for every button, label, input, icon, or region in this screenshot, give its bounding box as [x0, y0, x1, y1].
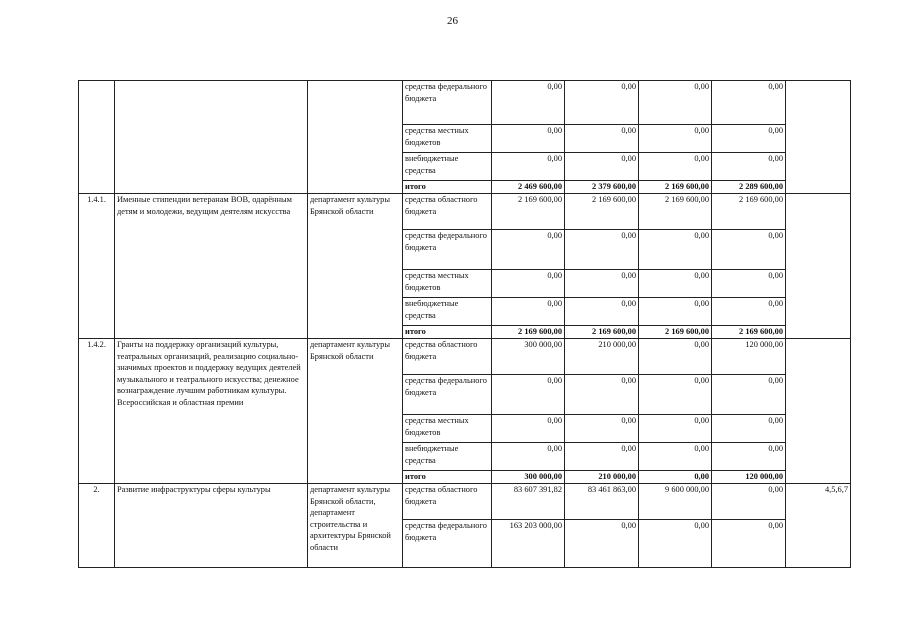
- name-cell: Гранты на поддержку организаций культуры, театральных организаций, реализацию социально-значимых проектов и поддержку ведущих деятелей музыкального и театрального искусства; денежное вознаграждение лучшим работникам культуры. Всероссийская и областная премии: [115, 339, 308, 484]
- source-cell: итого: [403, 471, 492, 484]
- value-cell: 120 000,00: [712, 471, 786, 484]
- value-cell: 0,00: [565, 125, 639, 153]
- page-number: 26: [447, 15, 458, 27]
- source-cell: итого: [403, 181, 492, 194]
- value-cell: 0,00: [492, 125, 565, 153]
- value-cell: 0,00: [492, 81, 565, 125]
- value-cell: 2 469 600,00: [492, 181, 565, 194]
- value-cell: 0,00: [712, 298, 786, 326]
- name-cell: Развитие инфраструктуры сферы культуры: [115, 484, 308, 568]
- value-cell: 120 000,00: [712, 339, 786, 375]
- value-cell: 0,00: [565, 375, 639, 415]
- source-cell: средства областного бюджета: [403, 194, 492, 230]
- table-row: [79, 339, 851, 375]
- indicator-cell: 4,5,6,7: [786, 484, 851, 568]
- value-cell: 0,00: [492, 415, 565, 443]
- value-cell: 0,00: [492, 298, 565, 326]
- value-cell: 2 169 600,00: [492, 194, 565, 230]
- value-cell: 0,00: [492, 375, 565, 415]
- value-cell: 9 600 000,00: [639, 484, 712, 520]
- value-cell: 0,00: [565, 230, 639, 270]
- value-cell: 2 169 600,00: [712, 194, 786, 230]
- source-cell: внебюджетные средства: [403, 153, 492, 181]
- value-cell: 0,00: [492, 270, 565, 298]
- value-cell: 2 169 600,00: [565, 326, 639, 339]
- value-cell: 0,00: [639, 520, 712, 568]
- source-cell: средства федерального бюджета: [403, 230, 492, 270]
- value-cell: 0,00: [712, 270, 786, 298]
- value-cell: 2 169 600,00: [492, 326, 565, 339]
- source-cell: внебюджетные средства: [403, 298, 492, 326]
- value-cell: 0,00: [712, 484, 786, 520]
- value-cell: 0,00: [639, 471, 712, 484]
- source-cell: средства местных бюджетов: [403, 415, 492, 443]
- value-cell: 0,00: [492, 443, 565, 471]
- value-cell: 163 203 000,00: [492, 520, 565, 568]
- source-cell: средства местных бюджетов: [403, 125, 492, 153]
- code-cell: 2.: [79, 484, 115, 568]
- value-cell: 0,00: [565, 153, 639, 181]
- table-row: [79, 484, 851, 520]
- budget-table: [78, 80, 851, 568]
- value-cell: 0,00: [639, 125, 712, 153]
- value-cell: 0,00: [639, 81, 712, 125]
- executor-cell: [308, 81, 403, 194]
- value-cell: 0,00: [712, 520, 786, 568]
- value-cell: 0,00: [712, 125, 786, 153]
- value-cell: 2 169 600,00: [639, 181, 712, 194]
- value-cell: 2 289 600,00: [712, 181, 786, 194]
- value-cell: 0,00: [639, 270, 712, 298]
- name-cell: Именные стипендии ветеранам ВОВ, одарённым детям и молодежи, ведущим деятелям искусства: [115, 194, 308, 339]
- table-row: [79, 81, 851, 125]
- value-cell: 0,00: [712, 81, 786, 125]
- name-cell: [115, 81, 308, 194]
- value-cell: 83 461 863,00: [565, 484, 639, 520]
- table-row: [79, 194, 851, 230]
- value-cell: 0,00: [712, 153, 786, 181]
- value-cell: 2 379 600,00: [565, 181, 639, 194]
- value-cell: 0,00: [639, 230, 712, 270]
- value-cell: 210 000,00: [565, 471, 639, 484]
- source-cell: внебюджетные средства: [403, 443, 492, 471]
- value-cell: 0,00: [639, 298, 712, 326]
- value-cell: 0,00: [639, 153, 712, 181]
- value-cell: 2 169 600,00: [639, 326, 712, 339]
- value-cell: 2 169 600,00: [565, 194, 639, 230]
- indicator-cell: [786, 194, 851, 339]
- value-cell: 0,00: [639, 339, 712, 375]
- value-cell: 0,00: [565, 298, 639, 326]
- value-cell: 0,00: [565, 270, 639, 298]
- executor-cell: департамент культуры Брянской области: [308, 339, 403, 484]
- value-cell: 0,00: [565, 81, 639, 125]
- value-cell: 0,00: [639, 375, 712, 415]
- source-cell: средства областного бюджета: [403, 484, 492, 520]
- value-cell: 0,00: [712, 230, 786, 270]
- value-cell: 0,00: [565, 443, 639, 471]
- executor-cell: департамент культуры Брянской области, департамент строительства и архитектуры Брянской области: [308, 484, 403, 568]
- value-cell: 0,00: [712, 415, 786, 443]
- value-cell: 210 000,00: [565, 339, 639, 375]
- value-cell: 300 000,00: [492, 471, 565, 484]
- code-cell: [79, 81, 115, 194]
- value-cell: 2 169 600,00: [712, 326, 786, 339]
- value-cell: 83 607 391,82: [492, 484, 565, 520]
- code-cell: 1.4.2.: [79, 339, 115, 484]
- source-cell: средства федерального бюджета: [403, 81, 492, 125]
- value-cell: 0,00: [565, 520, 639, 568]
- indicator-cell: [786, 81, 851, 194]
- indicator-cell: [786, 339, 851, 484]
- value-cell: 0,00: [492, 153, 565, 181]
- value-cell: 0,00: [565, 415, 639, 443]
- value-cell: 300 000,00: [492, 339, 565, 375]
- value-cell: 2 169 600,00: [639, 194, 712, 230]
- source-cell: итого: [403, 326, 492, 339]
- value-cell: 0,00: [712, 375, 786, 415]
- code-cell: 1.4.1.: [79, 194, 115, 339]
- source-cell: средства федерального бюджета: [403, 520, 492, 568]
- value-cell: 0,00: [639, 443, 712, 471]
- source-cell: средства федерального бюджета: [403, 375, 492, 415]
- source-cell: средства областного бюджета: [403, 339, 492, 375]
- source-cell: средства местных бюджетов: [403, 270, 492, 298]
- value-cell: 0,00: [639, 415, 712, 443]
- value-cell: 0,00: [492, 230, 565, 270]
- executor-cell: департамент культуры Брянской области: [308, 194, 403, 339]
- value-cell: 0,00: [712, 443, 786, 471]
